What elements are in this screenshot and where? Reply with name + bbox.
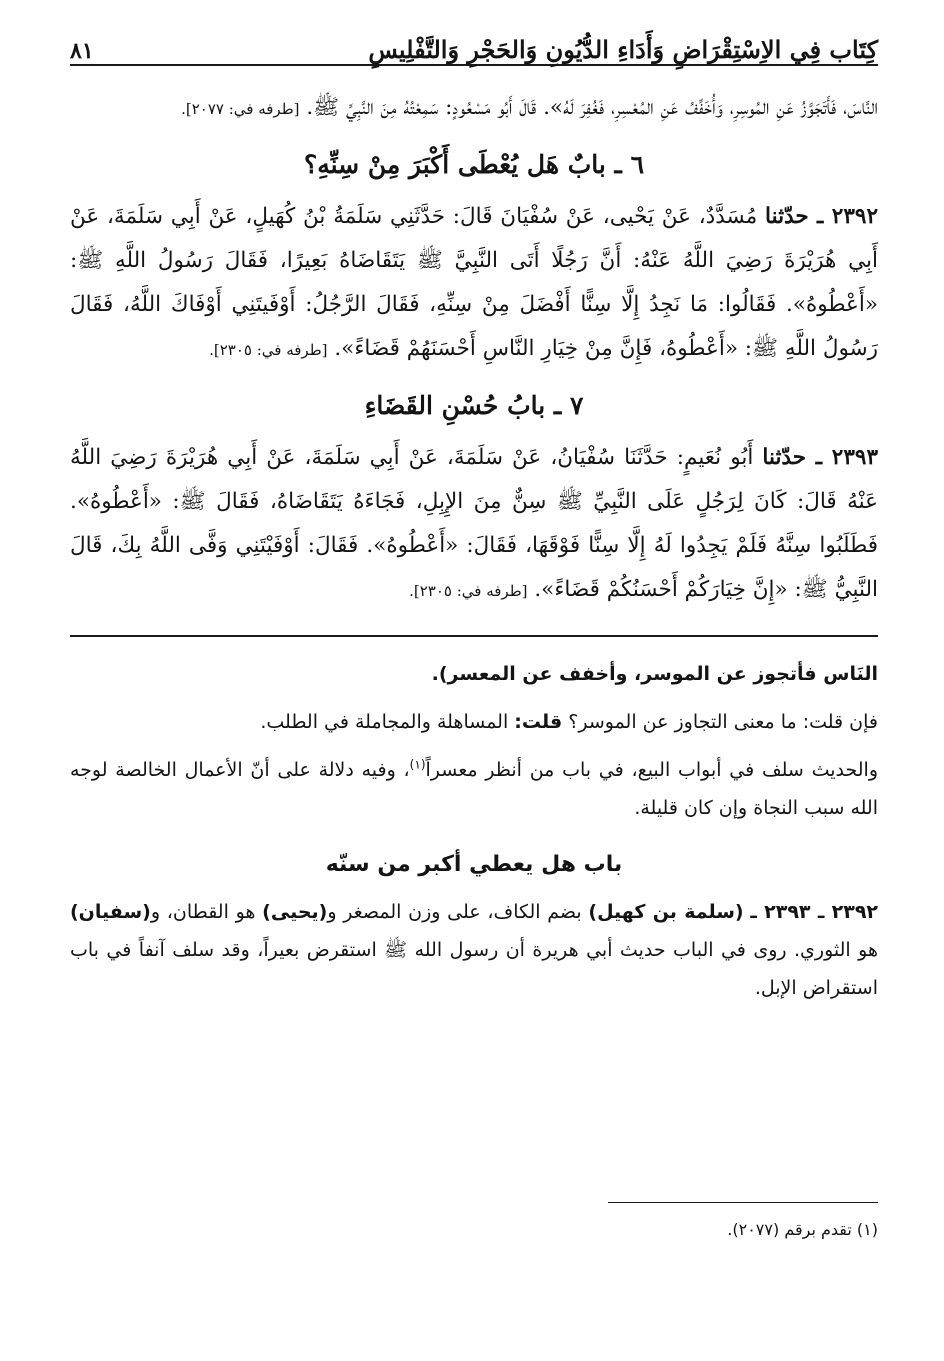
commentary-chapter-heading: باب هل يعطي أكبر من سنّه — [325, 852, 623, 877]
footnote-divider — [608, 1202, 878, 1203]
opening-paragraph — [70, 86, 878, 131]
hadith-reference-2393: [طرفه في: ٢٣٠٥]. — [409, 582, 528, 600]
hadith-text-2393: أَبُو نُعَيمٍ: حَدَّثَنَا سُفْيَانُ، عَنْ سَلَمَةَ، عَنْ أَبِي سَلَمَةَ، عَنْ أَبِي هُرَيْرَةَ رَضِيَ اللَّهُ عَنْهُ قَالَ: كَانَ لِرَجُلٍ عَلَى النَّبِيِّ ﷺ سِنٌّ مِنَ الإِبِلِ، فَجَاءَهُ يَتَقَاضَاهُ، فَقَالَ ﷺ: «أَعْطُوهُ». فَطَلَبُوا سِنَّهُ فَلَمْ يَجِدُوا لَهُ إِلَّا سِنًّا فَوْقَهَا، فَقَالَ: «أَعْطُوهُ». فَقَالَ: أَوْفَيْتَنِي وَفَّى اللَّهُ بِكَ، قَالَ النَّبِيُّ ﷺ: «إِنَّ خِيَارَكُمْ أَحْسَنُكُمْ قَضَاءً». — [70, 445, 878, 602]
commentary-lemma — [70, 655, 878, 693]
hadith-number-2393: ٢٣٩٣ ـ حدّثنا — [762, 445, 878, 470]
document-page — [70, 22, 879, 1239]
commentary-text-2a: والحديث سلف في أبواب البيع، في باب من أنظر معسراً — [425, 759, 879, 781]
opening-text: النَّاسَ، فَأَتَجَوَّزُ عَنِ المُوسِرِ، وَأُخَفِّفُ عَنِ المُعْسِرِ، فَغُفِرَ لَهُ». قَالَ أَبُو مَسْعُودٍ: سَمِعْتُهُ مِنَ النَّبِيِّ ﷺ. — [306, 95, 878, 120]
hadith-2393 — [70, 436, 878, 613]
page-number: ٨١ — [70, 38, 94, 64]
answer-text: المساهلة والمجاملة في الطلب. — [260, 711, 509, 733]
commentary-text-3c: هو الثوري. روى في الباب حديث أبي هريرة أن رسول الله ﷺ استقرض بعيراً، وقد سلف آنفاً في باب استقراض الإبل. — [70, 939, 878, 999]
footnote-marker: (١) — [409, 757, 426, 772]
answer-label: قلت: — [514, 711, 563, 733]
running-title: كِتَاب فِي الاِسْتِقْرَاضِ وَأَدَاءِ الدُّيُونِ وَالحَجْرِ وَالتَّفْلِيسِ — [368, 35, 878, 64]
lemma-text: النَاس فأتجوز عن الموسر، وأخفف عن المعسر). — [431, 663, 878, 685]
running-header — [70, 22, 878, 66]
hadith-text-2392: مُسَدَّدٌ، عَنْ يَحْيى، عَنْ سُفْيَانَ قَالَ: حَدَّثَنِي سَلَمَةُ بْنُ كُهَيلٍ، عَنْ أَبِي سَلَمَةَ، عَنْ أَبِي هُرَيْرَةَ رَضِيَ اللَّهُ عَنْهُ: أَنَّ رَجُلًا أَتَى النَّبِيَّ ﷺ يَتَقَاضَاهُ بَعِيرًا، فَقَالَ رَسُولُ اللَّهِ ﷺ: «أَعْطُوهُ». فَقَالُوا: مَا نَجِدُ إِلَّا سِنًّا أَفْضَلَ مِنْ سِنِّهِ، فَقَالَ الرَّجُلُ: أَوْفَيتَنِي أَوْفَاكَ اللَّهُ، فَقَالَ رَسُولُ اللَّهِ ﷺ: «أَعْطُوهُ، فَإِنَّ مِنْ خِيَارِ النَّاسِ أَحْسَنَهُمْ قَضَاءً». — [70, 204, 878, 361]
commentary-question — [70, 703, 878, 741]
narrator-name-salama: (سلمة بن كهيل) — [588, 901, 744, 923]
commentary-paragraph-3 — [70, 893, 878, 1007]
hadith-reference-2392: [طرفه في: ٢٣٠٥]. — [209, 341, 328, 359]
narrator-name-yahya: (يحيى) — [262, 901, 328, 923]
chapter-heading-7: ٧ ـ بابُ حُسْنِ القَضَاءِ — [364, 391, 584, 420]
commentary-text-3b: هو القطان، و — [150, 901, 256, 923]
commentary-hadith-numbers: ٢٣٩٢ ـ ٢٣٩٣ ـ — [750, 901, 879, 923]
footnote: (١) تقدم برقم (٢٠٧٧). — [727, 1220, 878, 1239]
commentary-paragraph-2 — [70, 751, 878, 827]
chapter-heading-6: ٦ ـ بابٌ هَل يُعْطَى أَكْبَرَ مِنْ سِنِّهِ؟ — [303, 150, 645, 179]
narrator-name-sufyan: (سفيان) — [70, 901, 151, 923]
commentary-divider — [70, 635, 878, 637]
opening-reference: [طرفه في: ٢٠٧٧]. — [181, 100, 300, 118]
question-text: فإن قلت: ما معنى التجاوز عن الموسر؟ — [568, 711, 878, 733]
commentary-text-2b: ، وفيه دلالة على أنّ الأعمال الخالصة لوجه الله سبب النجاة وإن كان قليلة. — [70, 759, 878, 819]
hadith-number-2392: ٢٣٩٢ ـ حدّثنا — [765, 204, 878, 229]
commentary-text-3a: بضم الكاف، على وزن المصغر و — [327, 901, 582, 923]
hadith-2392 — [70, 195, 878, 372]
